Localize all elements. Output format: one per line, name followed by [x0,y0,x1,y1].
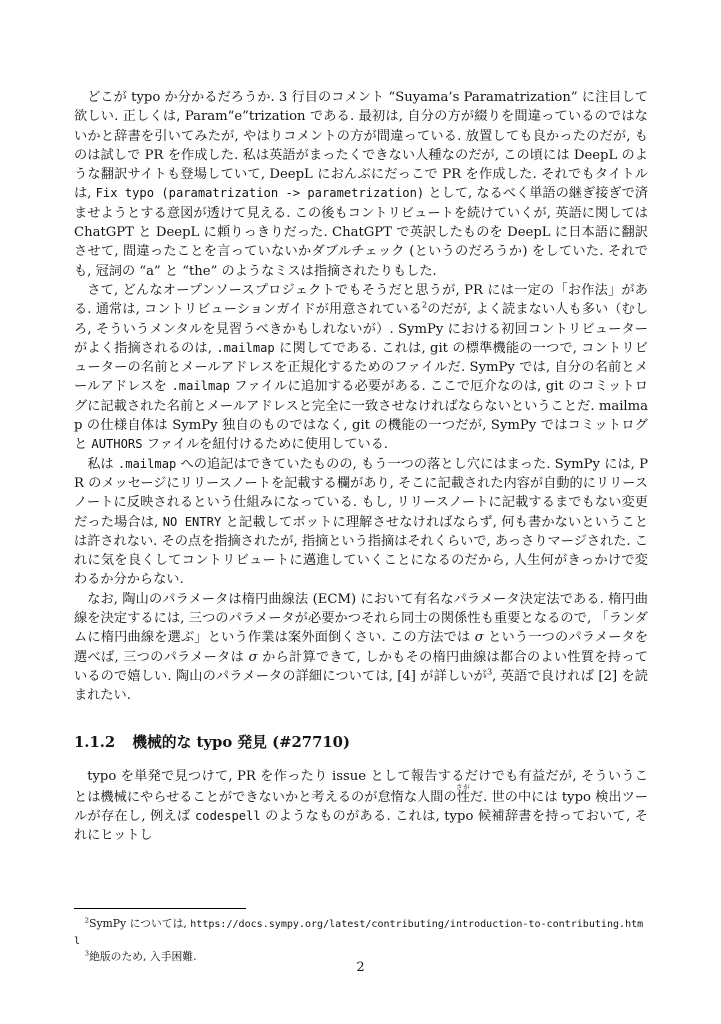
page-number: 2 [356,960,365,975]
body-text [74,88,648,846]
footnote-2: $^2$SymPy については, https://docs.sympy.org/latest/contributing/introduction-to-contributing.html [74,916,644,947]
footnote-rule [74,908,246,909]
footnote-3: $^3$絶版のため, 入手困難. [84,949,197,963]
footnotes-block [74,908,648,965]
section-number: 1.1.2 [74,733,116,751]
body-paragraph-3: 私は .mailmap への追記はできていたものの, もう一つの落とし穴にはまった. SymPy には, PR のメッセージにリリースノートを記載する欄があり, そこに記載された内容が自動的にリリースノートに反映されるという仕組みになっている. もし, リリースノートに記載するまでもない変更だった場合は, NO ENTRY と記載してボットに理解させなければならず, 何も書かないということは許されない. その点を指摘されたが, 指摘という指摘はそれくらいで, あっさりマージされた. これに気を良くしてコントリビュートに邁進していくことになるのだから, 人生何がきっかけで変わるか分からない. [74,456,649,588]
body-paragraph-1: どこが typo か分かるだろうか. 3 行目のコメント “Suyama’s Paramatrization” に注目して欲しい. 正しくは, Param“e”trization である. 最初は, 自分の方が綴りを間違っているのではないかと辞書を引いてみたが, やはりコメントの方が間違っている. 放置しても良かったのだが, ものは試しで PR を作成した. 私は英語がまったくできない人種なのだが, この頃には DeepL のような翻訳サイトも登場していて, DeepL におんぶにだっこで PR を作成した. それでもタイトルは, Fix typo (paramatrization -> parametrization) として, なるべく単語の継ぎ接ぎで済ませようとする意図が透けて見える. この後もコントリビュートを続けていくが, 英語に関しては ChatGPT と DeepL に頼りっきりだった. ChatGPT で英訳したものを DeepL に日本語に翻訳させて, 間違ったことを言っていないかダブルチェック (というのだろうか) をしていた. それでも, 冠詞の “a” と “the” のようなミスは指摘されたりもした. [74,90,649,279]
body-paragraph-5: typo を単発で見つけて, PR を作ったり issue として報告するだけでも有益だが, そういうことは機械にやらせることができないかと考えるのが怠惰な人間の性さがだ. 世の中には typo 検出ツールが存在し, 例えば codespell のようなものがある. これは, typo 候補辞書を持っておいて, それにヒットし [74,768,648,844]
body-paragraph-4: なお, 陶山のパラメータは楕円曲線法 (ECM) において有名なパラメータ決定法である. 楕円曲線を決定するには, 三つのパラメータが必要かつそれら同士の関係性も重要となるので, 「ランダムに楕円曲線を選ぶ」という作業は案外面倒くさい. この方法では σ という一つのパラメータを選べば, 三つのパラメータは σ から計算できて, しかもその楕円曲線は都合のよい性質を持っているので嬉しい. 陶山のパラメータの詳細については, [4] が詳しいが$^3$, 英語で良ければ [2] を読まれたい. [74,591,649,704]
section-title: 機械的な typo 発見 (#27710) [132,733,350,751]
body-paragraph-2: さて, どんなオープンソースプロジェクトでもそうだと思うが, PR には一定の「お作法」がある. 通常は, コントリビューションガイドが用意されている$^2$のだが, よく読まない人も多い（むしろ, そういうメンタルを見習うべきかもしれないが）. SymPy における初回コントリビューターがよく指摘されるのは, .mailmap に関してである. これは, git の標準機能の一つで, コントリビューターの名前とメールアドレスを正規化するためのファイルだ. SymPy では, 自分の名前とメールアドレスを .mailmap ファイルに追加する必要がある. ここで厄介なのは, git のコミットログに記載された名前とメールアドレスと完全に一致させなければならないということだ. mailmap の仕様自体は SymPy 独自のものではなく, git の機能の一つだが, SymPy ではコミットログと AUTHORS ファイルを紐付けるために使用している. [74,282,649,453]
section-heading [74,733,648,752]
